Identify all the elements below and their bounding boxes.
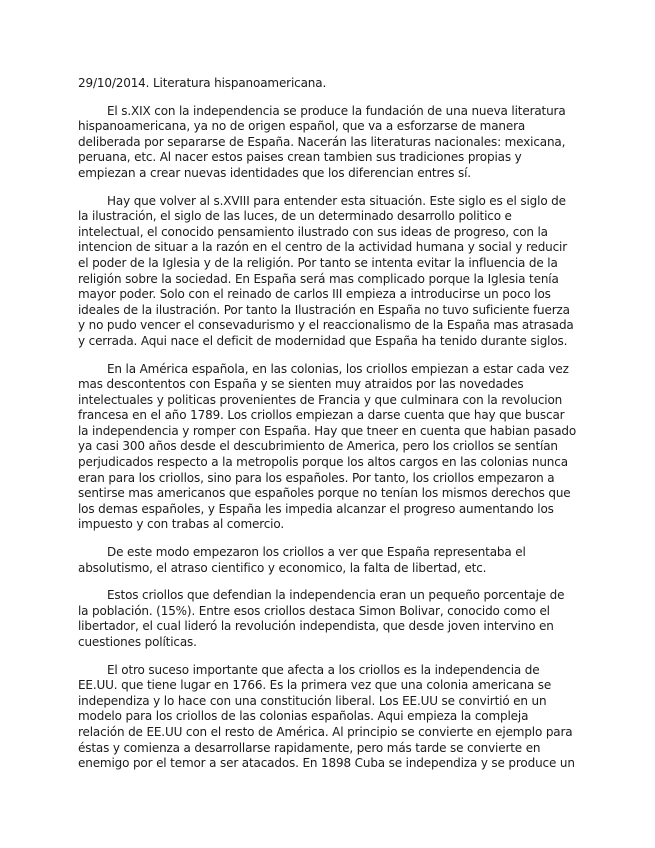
paragraph [78,104,578,182]
paragraph-line: mas descontentos con España y se sienten muy atraidos por las novedades [78,377,524,392]
document-header: 29/10/2014. Literatura hispanoamericana. [78,76,327,90]
paragraph-line: enemigo por el temor a ser atacados. En 1898 Cuba se independiza y se produce un [78,756,575,771]
paragraph [78,545,578,576]
paragraph-line: ya casi 300 años desde el descubrimiento de America, pero los criollos se sentían [78,439,558,454]
paragraph-line: religión sobre la sociedad. En España será mas complicado porque la Iglesia tenía [78,271,559,286]
paragraph-line: sentirse mas americanos que españoles porque no tenían los mismos derechos que [78,486,571,501]
paragraph-line: deliberada por separarse de España. Nacerán las literaturas nacionales: mexicana, [78,134,566,149]
paragraph-line: ideales de la ilustración. Por tanto la Ilustración en España no tuvo suficiente fuerza [78,302,570,317]
paragraph-line: la ilustración, el siglo de las luces, de un determinado desarrollo politico e [78,209,512,224]
paragraph-line: eran para los criollos, sino para los españoles. Por tanto, los criollos empezaron a [78,470,555,485]
paragraph [78,194,578,350]
paragraph-line: la población. (15%). Entre esos criollos destaca Simon Bolivar, conocido como el [78,603,550,618]
paragraph-line: intencion de situar a la razón en el centro de la actividad humana y social y reducir [78,240,568,255]
paragraph-line: éstas y comienza a desarrollarse rapidamente, pero más tarde se convierte en [78,740,541,755]
paragraph-line: francesa en el año 1789. Los criollos empiezan a darse cuenta que hay que buscar [78,408,565,423]
paragraph [78,663,578,772]
paragraph-line: la independencia y romper con España. Hay que tneer en cuenta que habian pasado [78,423,577,438]
paragraph-list [78,104,578,772]
paragraph-line: impuesto y con trabas al comercio. [78,517,285,532]
paragraph-line: Estos criollos que defendian la independencia eran un pequeño porcentaje de [107,588,565,603]
paragraph-line: peruana, etc. Al nacer estos paises crean tambien sus tradiciones propias y [78,150,522,165]
paragraph-line: El otro suceso importante que afecta a los criollos es la independencia de [107,662,540,677]
paragraph-line: Hay que volver al s.XVIII para entender esta situación. Este siglo es el siglo de [107,193,566,208]
paragraph-line: relación de EE.UU con el resto de América. Al principio se convierte en ejemplo para [78,724,573,739]
paragraph-line: los demas españoles, y España les impedia alcanzar el progreso aumentando los [78,501,554,516]
paragraph-line: perjudicados respecto a la metropolis porque los altos cargos en las colonias nunca [78,455,568,470]
paragraph [78,588,578,650]
paragraph-line: mayor poder. Solo con el reinado de carlos III empieza a introducirse un poco los [78,287,551,302]
paragraph-line: De este modo empezaron los criollos a ver que España representaba el [107,545,526,560]
paragraph-line: el poder de la Iglesia y de la religión. Por tanto se intenta evitar la influencia de la [78,255,558,270]
paragraph-line: independiza y lo hace con una constitución liberal. Los EE.UU se convirtió en un [78,693,547,708]
document-body [78,76,578,784]
paragraph-line: hispanoamericana, ya no de origen español, que va a esforzarse de manera [78,119,526,134]
paragraph-line: El s.XIX con la independencia se produce la fundación de una nueva literatura [107,103,566,118]
paragraph-line: libertador, el cual lideró la revolución independista, que desde joven intervino en [78,619,554,634]
paragraph-line: empiezan a crear nuevas identidades que los diferencian entres sí. [78,165,471,180]
paragraph-line: cuestiones políticas. [78,635,197,649]
paragraph-line: intelectual, el conocido pensamiento ilustrado con sus ideas de progreso, con la [78,224,548,239]
paragraph-line: y cerrada. Aqui nace el deficit de modernidad que España ha tenido durante siglos. [78,333,568,348]
paragraph-line: intelectuales y politicas provenientes de Francia y que culminara con la revolucion [78,392,563,407]
paragraph-line: En la América española, en las colonias, los criollos empiezan a estar cada vez [107,361,569,376]
paragraph-line: modelo para los criollos de las colonias españolas. Aqui empieza la compleja [78,709,529,724]
paragraph-line: y no pudo vencer el consevadurismo y el reaccionalismo de la España mas atrasada [78,318,574,333]
paragraph-line: absolutismo, el atraso cientifico y economico, la falta de libertad, etc. [78,560,487,575]
paragraph-line: EE.UU. que tiene lugar en 1766. Es la primera vez que una colonia americana se [78,678,552,693]
paragraph [78,362,578,534]
